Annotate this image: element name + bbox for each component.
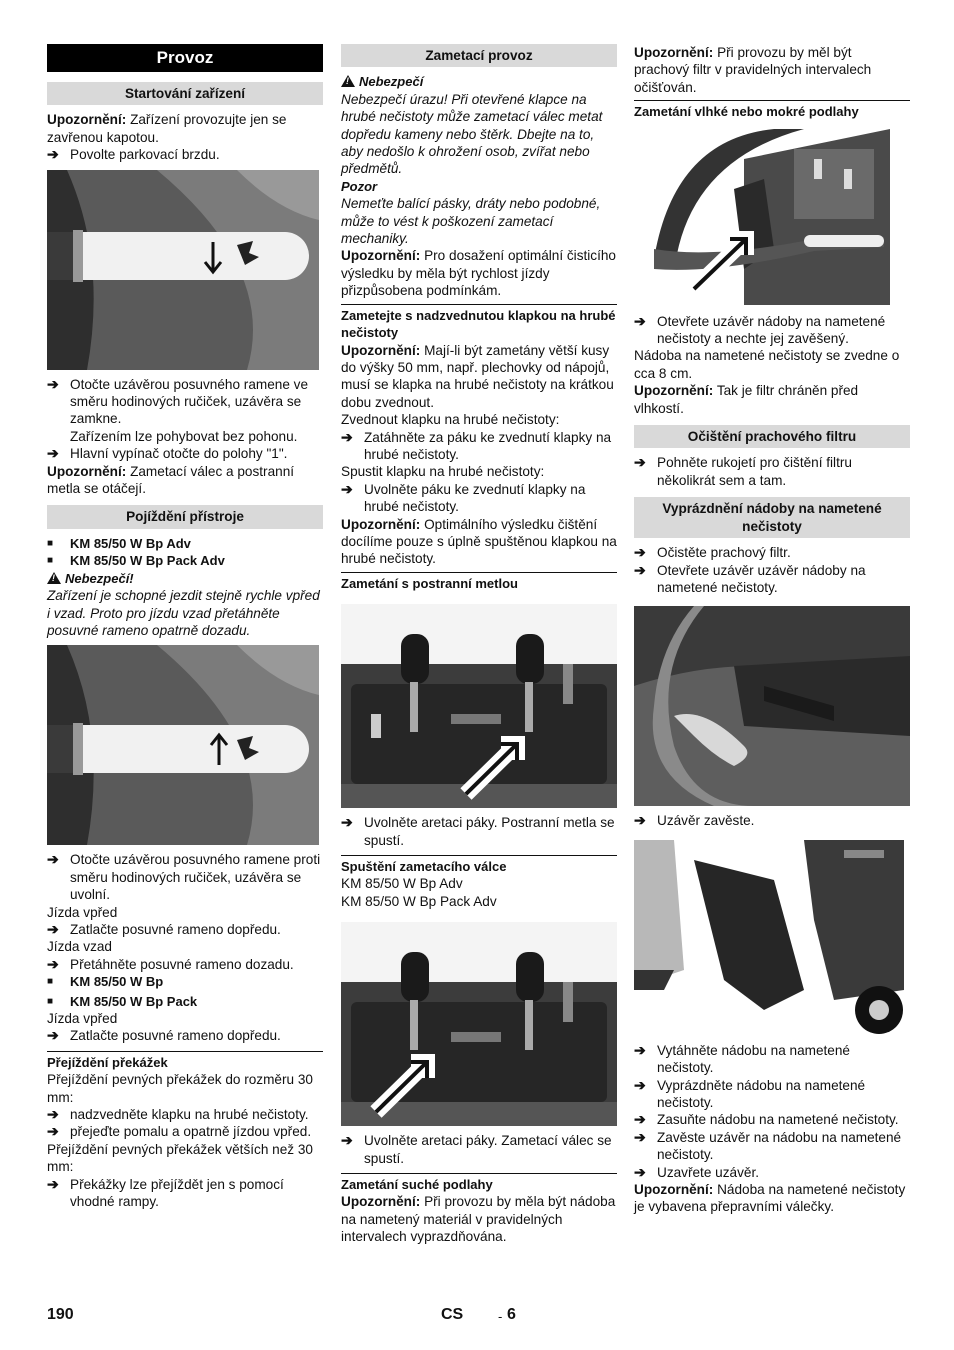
step-text: Pohněte rukojetí pro čištění filtru několikrát sem a tam. — [657, 455, 852, 488]
step — [634, 1042, 910, 1077]
subsection-title-side-brush: Zametání s postranní metlou — [341, 572, 617, 592]
paragraph: Přejíždění pevných překážek větších než 30 mm: — [47, 1141, 313, 1175]
model-name: KM 85/50 W Bp — [70, 974, 164, 990]
arrow-icon: ➔ — [634, 312, 646, 329]
danger-text: Nebezpečí úrazu! Při otevřené klapce na hrubé nečistoty může zametací válec metat dopředu kameny nebo štěrk. Dbejte na to, aby nedošlo k ohrožení osob, zvířat nebo předmětů. — [341, 91, 603, 177]
step-text: Otevřete uzávěr uzávěr nádoby na nametené nečistoty. — [657, 562, 866, 595]
arrow-icon: ➔ — [341, 428, 353, 445]
subheading: Jízda vpřed — [47, 1010, 118, 1026]
step — [634, 313, 910, 348]
arrow-icon: ➔ — [47, 146, 59, 163]
step-text: Otevřete uzávěr nádoby na nametené nečistoty a nechte jej zavěšený. — [657, 313, 886, 347]
arrow-icon: ➔ — [47, 955, 59, 972]
model-item — [47, 973, 323, 990]
note — [341, 1193, 617, 1245]
danger-heading — [341, 73, 617, 90]
bullet-icon: ■ — [47, 537, 54, 549]
step — [634, 1077, 910, 1112]
step-text: přejeďte pomalu a opatrně jízdou vpřed. — [70, 1124, 312, 1140]
danger-text: Zařízení je schopné jezdit stejně rychle vpřed i vzad. Proto pro jízdu vzad přetáhněte posuvné rameno opatrně dozadu. — [47, 588, 320, 638]
step-text: Uvolněte páku ke zvednutí klapky na hrubé nečistoty. — [364, 481, 586, 515]
step — [634, 562, 910, 597]
step-text: Hlavní vypínač otočte do polohy "1". — [70, 446, 288, 462]
lid-hang-illustration — [634, 606, 910, 806]
model-item — [47, 993, 323, 1010]
step-text: Vyprázdněte nádobu na nametené nečistoty. — [657, 1077, 866, 1110]
step — [47, 146, 323, 163]
paragraph: Spustit klapku na hrubé nečistoty: — [341, 464, 545, 480]
page-title: Provoz — [47, 44, 323, 72]
model-item — [47, 535, 323, 552]
section-title-startup: Startování zařízení — [47, 82, 323, 105]
note-text: Při provozu by měla být nádoba na nametený materiál v pravidelných intervalech vyprazdňována. — [341, 1194, 616, 1245]
step-text: Uvolněte aretaci páky. Zametací válec se spustí. — [364, 1133, 612, 1166]
arrow-icon: ➔ — [634, 1041, 646, 1058]
bullet-icon: ■ — [47, 995, 54, 1007]
lid-hang-image — [634, 606, 910, 806]
danger-label: Nebezpečí! — [65, 570, 134, 586]
note-text: Zametací válec a postranní metla se otáčejí. — [47, 463, 295, 497]
step — [634, 454, 910, 489]
arrow-icon: ➔ — [634, 1163, 646, 1180]
step — [341, 814, 617, 849]
paragraph: Zvednout klapku na hrubé nečistoty: — [341, 412, 560, 428]
arrow-icon: ➔ — [341, 1132, 353, 1149]
step-text: Uzávěr zavěste. — [657, 813, 755, 829]
note-text: Nádoba na nametené nečistoty je vybavena přepravními válečky. — [634, 1181, 906, 1215]
step-text: Zasuňte nádobu na nametené nečistoty. — [657, 1112, 899, 1128]
bullet-icon: ■ — [47, 555, 54, 567]
column-1 — [47, 44, 323, 1210]
note-text: Zařízení provozujte jen se zavřenou kapotou. — [47, 112, 287, 145]
section-title-driving: Pojíždění přístroje — [47, 505, 323, 528]
arrow-icon: ➔ — [47, 1106, 59, 1122]
step — [47, 376, 323, 428]
section-title-emptying: Vyprázdnění nádoby na nametené nečistoty — [634, 497, 910, 538]
handle-lock-image — [47, 170, 319, 370]
step — [634, 1111, 910, 1128]
side-brush-lever-image — [341, 604, 617, 808]
subsection-title-roller: Spuštění zametacího válce — [341, 855, 617, 875]
note-label: Upozornění: — [634, 383, 714, 399]
handle-lock-illustration — [47, 170, 319, 370]
paragraph: Přejíždění pevných překážek do rozměru 30 mm: — [47, 1072, 313, 1105]
step — [47, 1176, 323, 1211]
step-text: Očistěte prachový filtr. — [657, 545, 791, 561]
step — [341, 481, 617, 516]
note-text: Tak je filtr chráněn před vlhkostí. — [634, 383, 859, 416]
step — [341, 429, 617, 464]
step — [634, 1129, 910, 1164]
arrow-icon: ➔ — [634, 1111, 646, 1128]
arrow-icon: ➔ — [47, 445, 59, 462]
note-label: Upozornění: — [634, 1181, 714, 1197]
sub-page-number: 6 — [507, 1306, 516, 1323]
caution-text: Nemeťte balící pásky, dráty nebo podobné, může to vést k poškození zametací mechaniky. — [341, 196, 601, 247]
column-2 — [341, 44, 617, 1246]
subheading: Jízda vpřed — [47, 904, 118, 920]
section-title-sweeping: Zametací provoz — [341, 44, 617, 67]
note-label: Upozornění: — [341, 516, 421, 532]
step-result: Zařízením lze pohybovat bez pohonu. — [70, 428, 298, 444]
arrow-icon: ➔ — [634, 1076, 646, 1093]
step — [341, 1132, 617, 1167]
container-removal-image — [634, 840, 910, 1036]
step — [47, 1027, 323, 1044]
caution-label: Pozor — [341, 178, 378, 194]
step-text: Otočte uzávěrou posuvného ramene ve směru hodinových ručiček, uzávěra se zamkne. — [70, 376, 309, 427]
arrow-icon: ➔ — [634, 544, 646, 561]
bullet-icon: ■ — [47, 976, 54, 988]
step-text: Uvolněte aretaci páky. Postranní metla se spustí. — [364, 815, 615, 848]
arrow-icon: ➔ — [47, 851, 59, 868]
step-text: nadzvedněte klapku na hrubé nečistoty. — [70, 1107, 309, 1122]
subsection-title-dry-floor: Zametání suché podlahy — [341, 1173, 617, 1193]
step — [634, 812, 910, 829]
arrow-icon: ➔ — [47, 920, 59, 937]
roller-lever-image — [341, 922, 617, 1126]
warning-icon — [341, 75, 355, 87]
note-label: Upozornění: — [47, 112, 127, 128]
step-text: Překážky lze přejíždět jen s pomocí vhodné rampy. — [70, 1176, 284, 1210]
arrow-icon: ➔ — [634, 812, 646, 829]
step — [47, 445, 323, 462]
note — [341, 342, 617, 412]
paragraph: Nádoba na nametené nečistoty se zvedne o cca 8 cm. — [634, 348, 900, 381]
step-text: Zatlačte posuvné rameno dopředu. — [70, 1028, 281, 1044]
step-text: Přetáhněte posuvné rameno dozadu. — [70, 956, 294, 972]
arrow-icon: ➔ — [341, 480, 353, 497]
note-text: Pro dosažení optimální čisticího výsledku by měla být rychlost jízdy přizpůsobena podmínkám. — [341, 248, 616, 299]
arrow-icon: ➔ — [47, 375, 59, 392]
model-name: KM 85/50 W Bp Pack Adv — [70, 553, 225, 569]
note — [341, 516, 617, 568]
subheading: Jízda vzad — [47, 939, 112, 955]
page-number: 190 — [47, 1306, 74, 1323]
arrow-icon: ➔ — [47, 1123, 59, 1140]
wet-floor-lid-illustration — [654, 129, 890, 305]
note-text: Mají-li být zametány větší kusy do výšky 50 mm, např. plechovky od nápojů, musí se klapka na hrubé nečistoty na krátkou dobu zvednout. — [341, 342, 614, 410]
step-text: Povolte parkovací brzdu. — [70, 147, 220, 163]
step-text: Uzavřete uzávěr. — [657, 1164, 759, 1180]
arrow-icon: ➔ — [634, 1128, 646, 1145]
step-text: Zavěste uzávěr na nádobu na nametené nečistoty. — [657, 1129, 902, 1163]
step-text: Zatlačte posuvné rameno dopředu. — [70, 921, 281, 937]
note — [634, 382, 910, 417]
language-code: CS — [441, 1306, 464, 1323]
step-text: Vytáhněte nádobu na nametené nečistoty. — [657, 1042, 850, 1076]
subsection-title-obstacles: Přejíždění překážek — [47, 1051, 323, 1071]
danger-heading — [47, 570, 323, 587]
note — [341, 247, 617, 299]
note — [634, 44, 910, 96]
model-name: KM 85/50 W Bp Adv — [341, 876, 463, 892]
danger-label: Nebezpečí — [359, 74, 424, 90]
warning-icon — [47, 572, 61, 584]
model-name: KM 85/50 W Bp Adv — [70, 535, 191, 551]
arrow-icon: ➔ — [341, 814, 353, 831]
model-name: KM 85/50 W Bp Pack — [70, 993, 198, 1009]
step — [634, 1164, 910, 1181]
footer-separator: - — [498, 1309, 503, 1324]
note-text: Při provozu by měl být prachový filtr v pravidelných intervalech očišťován. — [634, 45, 872, 95]
step — [47, 1123, 323, 1140]
note — [634, 1181, 910, 1216]
note — [47, 111, 323, 146]
container-removal-illustration — [634, 840, 910, 1036]
handle-unlock-image — [47, 645, 319, 845]
step — [47, 851, 323, 903]
step — [634, 544, 910, 561]
section-title-filter-cleaning: Očištění prachového filtru — [634, 425, 910, 448]
arrow-icon: ➔ — [47, 1027, 59, 1044]
side-brush-lever-illustration — [341, 604, 617, 808]
arrow-icon: ➔ — [634, 561, 646, 578]
arrow-icon: ➔ — [47, 1175, 59, 1192]
step — [47, 956, 323, 973]
model-item — [47, 552, 323, 569]
model-name: KM 85/50 W Bp Pack Adv — [341, 893, 497, 909]
column-3 — [634, 44, 910, 1216]
note-label: Upozornění: — [341, 1194, 421, 1210]
note — [47, 463, 323, 498]
note-label: Upozornění: — [341, 248, 421, 264]
step-text: Zatáhněte za páku ke zvednutí klapky na hrubé nečistoty. — [364, 429, 612, 462]
subsection-title-wet-floor: Zametání vlhké nebo mokré podlahy — [634, 100, 910, 120]
wet-floor-lid-image — [654, 129, 890, 305]
step-text: Otočte uzávěrou posuvného ramene proti směru hodinových ručiček, uzávěra se uvolní. — [70, 852, 321, 903]
roller-lever-illustration — [341, 922, 617, 1126]
note-label: Upozornění: — [47, 463, 127, 479]
note-label: Upozornění: — [634, 45, 714, 60]
handle-unlock-illustration — [47, 645, 319, 845]
step — [47, 921, 323, 938]
note-text: Optimálního výsledku čištění docílíme pouze s úplně spuštěnou klapkou na hrubé nečistoty. — [341, 516, 617, 567]
subsection-title-flap: Zametejte s nadzvednutou klapkou na hrubé nečistoty — [341, 304, 617, 342]
note-label: Upozornění: — [341, 342, 421, 358]
step — [47, 1106, 323, 1123]
arrow-icon: ➔ — [634, 454, 646, 471]
